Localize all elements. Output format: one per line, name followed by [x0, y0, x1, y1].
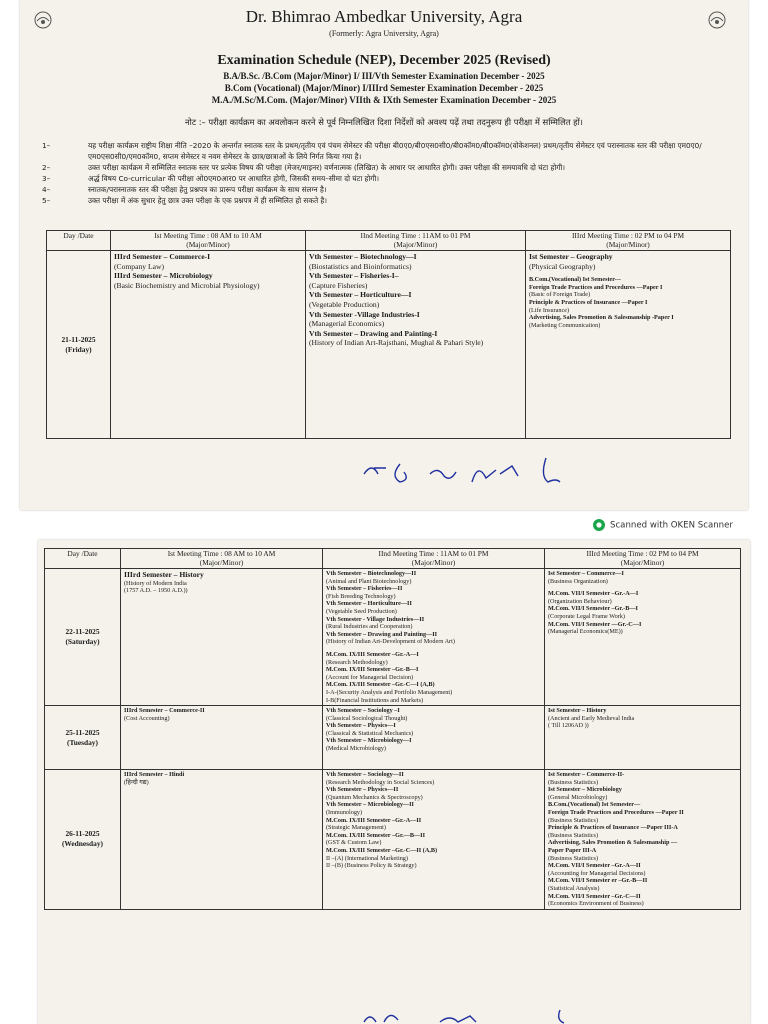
- table-header-row: [47, 231, 731, 251]
- university-title: Dr. Bhimrao Ambedkar University, Agra: [245, 7, 523, 26]
- column-header-meeting-1: Ist Meeting Time : 08 AM to 10 AM (Major/Minor): [121, 549, 323, 569]
- meeting-2-cell: Vth Semester – Sociology—II (Research Methodology in Social Sciences) Vth Semester – Physics—II (Quantum Mechanics & Spectroscopy) Vth Semester – Microbiology—II (Immunology) M.Com. IX/III Semester –Gr.-A—II (Strategic Management) M.Com. IX/III Semester –Gr.—B—II (GST & Custom Law) M.Com. IX/III Semester –Gr.-C—II (A,B) II –(A) (International Marketing) II –(B) (Business Policy & Strategy): [323, 770, 545, 910]
- column-header-meeting-3: IIIrd Meeting Time : 02 PM to 04 PM (Major/Minor): [545, 549, 741, 569]
- instruction-number: 4–: [42, 185, 51, 194]
- instruction-number: 2–: [42, 163, 51, 172]
- date-cell: 22-11-2025 (Saturday): [45, 569, 121, 706]
- instruction-number: 5–: [42, 196, 51, 205]
- instruction-item: [42, 184, 728, 195]
- date-cell: 25-11-2025 (Tuesday): [45, 706, 121, 770]
- table-row: [45, 770, 741, 910]
- instruction-item: [42, 195, 728, 206]
- instruction-number: 1–: [42, 141, 51, 150]
- instruction-text: स्नातक/परास्नातक स्तर की परीक्षा हेतु प्रश्नपत्र का प्रारूप परीक्षा कार्यक्रम के साथ संलग्न है।: [88, 185, 327, 194]
- schedule-table: [44, 548, 741, 910]
- meeting-2-cell: Vth Semester – Biotechnology—I (Biostatistics and Bioinformatics) Vth Semester – Fisheries-I– (Capture Fisheries) Vth Semester – Horticulture—I (Vegetable Production) Vth Semester -Village Industries-I (Managerial Economics) Vth Semester – Drawing and Painting-I (History of Indian Art-Rajsthani, Mughal & Pahari Style): [306, 251, 526, 439]
- meeting-1-cell: IIIrd Semester – Commerce-II (Cost Accounting): [121, 706, 323, 770]
- instruction-number: 3–: [42, 174, 51, 183]
- exam-line: B.A/B.Sc. /B.Com (Major/Minor) I/ III/Vth Semester Examination December - 2025: [223, 71, 545, 81]
- exam-line: M.A./M.Sc/M.Com. (Major/Minor) VIIth & IXth Semester Examination December - 2025: [211, 95, 557, 105]
- table-header-row: [45, 549, 741, 569]
- meeting-1-cell: IIIrd Semester – Commerce-I (Company Law) IIIrd Semester – Microbiology (Basic Biochemistry and Microbial Physiology): [111, 251, 306, 439]
- date-cell: 26-11-2025 (Wednesday): [45, 770, 121, 910]
- meeting-3-cell: Ist Semester – Commerce—I (Business Organization) M.Com. VII/I Semester –Gr.-A—I (Organization Behaviour) M.Com. VII/I Semester –Gr.-B—I (Corporate Legal Frame Work) M.Com. VII/I Semester —Gr.-C—I (Managerial Economics(ME)): [545, 569, 741, 706]
- meeting-1-cell: IIIrd Semester – History (History of Modern India (1757 A.D. – 1950 A.D.)): [121, 569, 323, 706]
- instruction-item: [42, 173, 728, 184]
- column-header-meeting-3: IIIrd Meeting Time : 02 PM to 04 PM (Major/Minor): [526, 231, 731, 251]
- table-row: [47, 251, 731, 439]
- scanned-page-2: [38, 540, 750, 1024]
- table-row: [45, 569, 741, 706]
- meeting-2-cell: Vth Semester – Biotechnology—II (Animal and Plant Biotechnology) Vth Semester – Fisheries—II (Fish Breeding Technology) Vth Semester – Horticulture—II (Vegetable Seed Production) Vth Semester - Village Industries—II (Rural Industries and Cooperation) Vth Semester – Drawing and Painting—II (History of Indian Art-Development of Modern Art) M.Com. IX/III Semester –Gr.-A—I (Research Methodology) M.Com. IX/III Semester –Gr.-B—I (Account for Managerial Decision) M.Com. IX/III Semester –Gr.-C—I (A,B) I-A-(Security Analysis and Portfolio Management) I-B(Financial Institutions and Markets): [323, 569, 545, 706]
- meeting-3-cell: Ist Semester – Commerce-II- (Business Statistics) Ist Semester – Microbiology (General Microbiology) B.Com.(Vocational) Ist Semester— Foreign Trade Practices and Procedures —Paper II (Business Statistics) Principle & Practices of Insurance —Paper III-A (Business Statistics) Advertising, Sales Promotion & Salesmanship — Paper Paper III-A (Business Statistics) M.Com. VII/I Semester –Gr.-A—II (Accounting for Managerial Decisions) M.Com. VII/I Semester er –Gr.-B—II (Statistical Analysis) M.Com. VII/I Semester –Gr.-C—II (Economics Environment of Business): [545, 770, 741, 910]
- instruction-text: उक्त परीक्षा में अंक सुधार हेतु छात्र उक्त परीक्षा के एक प्रश्नपत्र में ही सम्मिलित हो सकते है।: [88, 196, 328, 205]
- exam-title: Examination Schedule (NEP), December 2025 (Revised): [217, 53, 551, 68]
- column-header-date: Day /Date: [45, 549, 121, 569]
- column-header-meeting-2: IInd Meeting Time : 11AM to 01 PM (Major/Minor): [323, 549, 545, 569]
- meeting-2-cell: Vth Semester – Sociology –I (Classical Sociological Thought) Vth Semester – Physics—I (Classical & Statistical Mechanics) Vth Semester – Microbiology—I (Medical Microbiology): [323, 706, 545, 770]
- table-row: [45, 706, 741, 770]
- exam-line: B.Com (Vocational) (Major/Minor) I/IIIrd Semester Examination December - 2025: [224, 83, 544, 93]
- meeting-1-cell: IIIrd Semester – Hindi (हिन्दी गद्य): [121, 770, 323, 910]
- instruction-text: उक्त परीक्षा कार्यक्रम में सम्मिलित स्नातक स्तर पर प्रत्येक विषय की परीक्षा (मेजर/माइनर) वर्णनात्मक (लिखित) के आधार पर आधारित होगी। उक्त परीक्षा की समयावधि दो घंटा होगी।: [88, 163, 565, 172]
- scanner-text: Scanned with OKEN Scanner: [610, 520, 733, 531]
- instruction-item: [42, 140, 728, 162]
- column-header-date: Day /Date: [47, 231, 111, 251]
- meeting-3-cell: Ist Semester – History (Ancient and Early Medieval India ( Till 1206AD )): [545, 706, 741, 770]
- scanner-watermark: [592, 518, 762, 534]
- column-header-meeting-1: Ist Meeting Time : 08 AM to 10 AM (Major/Minor): [111, 231, 306, 251]
- instruction-text: अर्द्ध विषय Co-curricular की परीक्षा ओ0एम0आर0 पर आधारित होगी, जिसकी समय–सीमा दो घंटा होगी।: [88, 174, 380, 183]
- signatures-image: [360, 1008, 600, 1024]
- scanned-page-1: [20, 0, 748, 510]
- meeting-3-cell: Ist Semester – Geography (Physical Geography) B.Com.(Vocational) Ist Semester--- Foreign Trade Practices and Procedures —Paper I (Basic of Foreign Trade) Principle & Practices of Insurance —Paper I (Life Insurance) Advertising, Sales Promotion & Salesmanship -Paper I (Marketing Communication): [526, 251, 731, 439]
- instructions-list: [42, 140, 728, 206]
- instruction-text: यह परीक्षा कार्यक्रम राष्ट्रीय शिक्षा नीति –2020 के अन्तर्गत स्नातक स्तर के प्रथम/तृतीय एवं पंचम सेमेस्टर की परीक्षा बी0ए0/बी0एस0सी0/बी0कॉम0/बी0कॉम0(वोकेशनल) प्रथम/तृतीय सेमेस्टर एवं परास्नातक स्तर की परीक्षा एम0ए0/एम0एस0सी0/एम0कॉम0, सप्तम सेमेस्टर व नवम सेमेस्टर के छात्र/छात्राओं के लिये निर्गत किया गया है।: [88, 141, 702, 161]
- scanner-logo-icon: [592, 518, 606, 532]
- column-header-meeting-2: IInd Meeting Time : 11AM to 01 PM (Major/Minor): [306, 231, 526, 251]
- university-formerly: (Formerly: Agra University, Agra): [329, 29, 439, 38]
- date-cell: 21-11-2025 (Friday): [47, 251, 111, 439]
- schedule-table: [46, 230, 731, 439]
- instruction-item: [42, 162, 728, 173]
- signatures-image: [360, 452, 580, 492]
- note-text: नोट :– परीक्षा कार्यक्रम का अवलोकन करने से पूर्व निम्नलिखित दिशा निर्देशों को अवश्य पढ़ें तथा तदनुरूप ही परीक्षा में सम्मिलित हों।: [185, 117, 583, 127]
